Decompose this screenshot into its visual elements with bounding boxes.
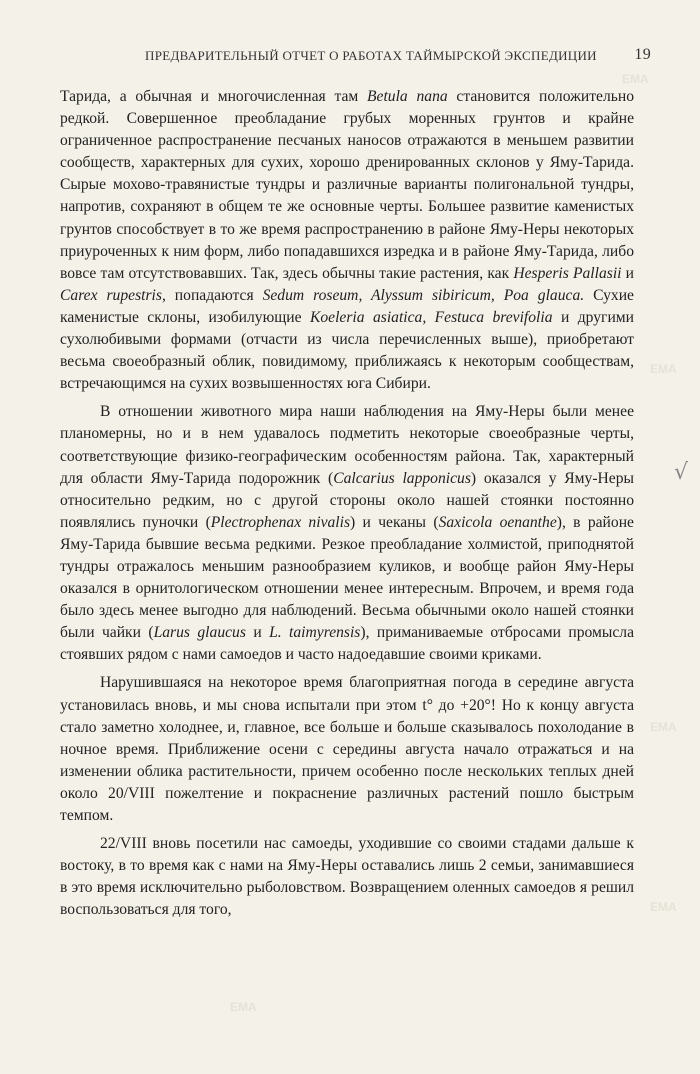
text-run: В отношении животного мира наши наблюдения на Яму-Неры были менее планомерны, но и в нем удавалось подметить некоторые своеобразные черты, соответствующие физико-географическим особенностям района. Так, характерный для области Яму-Тарида подорожник ( xyxy=(60,403,634,487)
latin-name: Hesperis Pallasii xyxy=(513,264,622,282)
header-title: ПРЕДВАРИТЕЛЬНЫЙ ОТЧЕТ О РАБОТАХ ТАЙМЫРСКОЙ ЭКСПЕДИЦИИ xyxy=(145,48,597,63)
text-run: ), приманиваемые отбросами промысла стоявших рядом с нами самоедов и часто надоедавшие своими криками. xyxy=(60,624,635,664)
text-run: Тарида, а обычная и многочисленная там xyxy=(60,88,368,105)
paragraph xyxy=(60,401,634,666)
text-run: ) оказался у Яму-Неры относительно редким, но с другой стороны около нашей стоянки постоянно появлялись пуночки ( xyxy=(60,469,634,531)
text-run: Сухие каменистые склоны, изобилующие xyxy=(60,286,634,326)
watermark: EMA xyxy=(622,72,649,86)
latin-name: Sedum roseum, Alyssum sibiricum, Poa glauca. xyxy=(262,286,585,304)
latin-name: Saxicola oenanthe xyxy=(438,513,557,531)
watermark: EMA xyxy=(650,900,677,914)
latin-name: Larus glaucus xyxy=(153,624,246,642)
latin-name: Carex rupestris xyxy=(60,286,162,304)
page-number: 19 xyxy=(634,46,651,63)
text-run: и xyxy=(245,624,270,642)
latin-name: Calcarius lapponicus xyxy=(333,469,471,487)
body-text xyxy=(60,86,634,921)
text-run: , попадаются xyxy=(161,286,263,304)
latin-name: Betula nana xyxy=(367,88,448,105)
text-run: и другими сухолюбивыми формами (отчасти из числа перечисленных выше), приобретают весьма своеобразный облик, повидимому, приближаясь к некоторым сообществам, встречающимся на сухих возвышенностях юга Сибири. xyxy=(60,308,634,393)
text-run: и xyxy=(621,264,634,282)
text-run: Нарушившаяся на некоторое время благоприятная погода в середине августа установилась вновь, и мы снова испытали при этом t° до +20°! Но к концу августа стало заметно холоднее, и, главное, все больше и больше сказывалось похолодание в ночное время. Приближение осени с середины августа начало отражаться и на изменении облика растительности, причем особенно после нескольких теплых дней около 20/VIII пожелтение и покраснение различных растений пошло быстрым темпом. xyxy=(60,674,634,824)
watermark: EMA xyxy=(650,362,677,376)
paragraph xyxy=(60,672,634,827)
watermark: EMA xyxy=(230,1000,257,1014)
latin-name: Koeleria asiatica, Festuca brevifolia xyxy=(309,308,553,326)
text-run: ) и чеканы ( xyxy=(350,513,439,531)
text-run: ), в районе Яму-Тарида бывшие весьма редкими. Резкое преобладание холмистой, приподнятой тундры отражалось меньшим разнообразием куликов, и вообще район Яму-Неры оказался в орнитологическом отношении менее интересным. Впрочем, и время года было здесь менее выгодно для наблюдений. Весьма обычными около нашей стоянки были чайки ( xyxy=(60,513,634,642)
text-run: становится положительно редкой. Совершенное преобладание грубых моренных грунтов и крайне ограниченное распространение песчаных наносов отражаются в меньшем развитии сообществ, характерных для сухих, хорошо дренированных склонов у Яму-Тарида. Сырые мохово-травянистые тундры и различные варианты полигональной тундры, напротив, сохраняют в общем те же основные черты. Большее развитие каменистых грунтов способствует в то же время распространению в районе Яму-Неры некоторых приуроченных к ним форм, либо попадавшихся изредка и в районе Яму-Тарида, либо вовсе там отсутствовавших. Так, здесь обычны такие растения, как xyxy=(60,88,634,282)
check-mark-icon: √ xyxy=(674,460,689,485)
watermark: EMA xyxy=(650,720,677,734)
text-run: 22/VIII вновь посетили нас самоеды, уходившие со своими стадами дальше к востоку, в то время как с нами на Яму-Неры оставались лишь 2 семьи, занимавшиеся в это время исключительно рыболовством. Возвращением оленных самоедов я решил воспользоваться для того, xyxy=(60,835,634,919)
latin-name: Plectrophenax nivalis xyxy=(210,513,351,531)
latin-name: L. taimyrensis xyxy=(269,624,361,642)
paragraph xyxy=(60,86,634,395)
paragraph xyxy=(60,833,634,921)
